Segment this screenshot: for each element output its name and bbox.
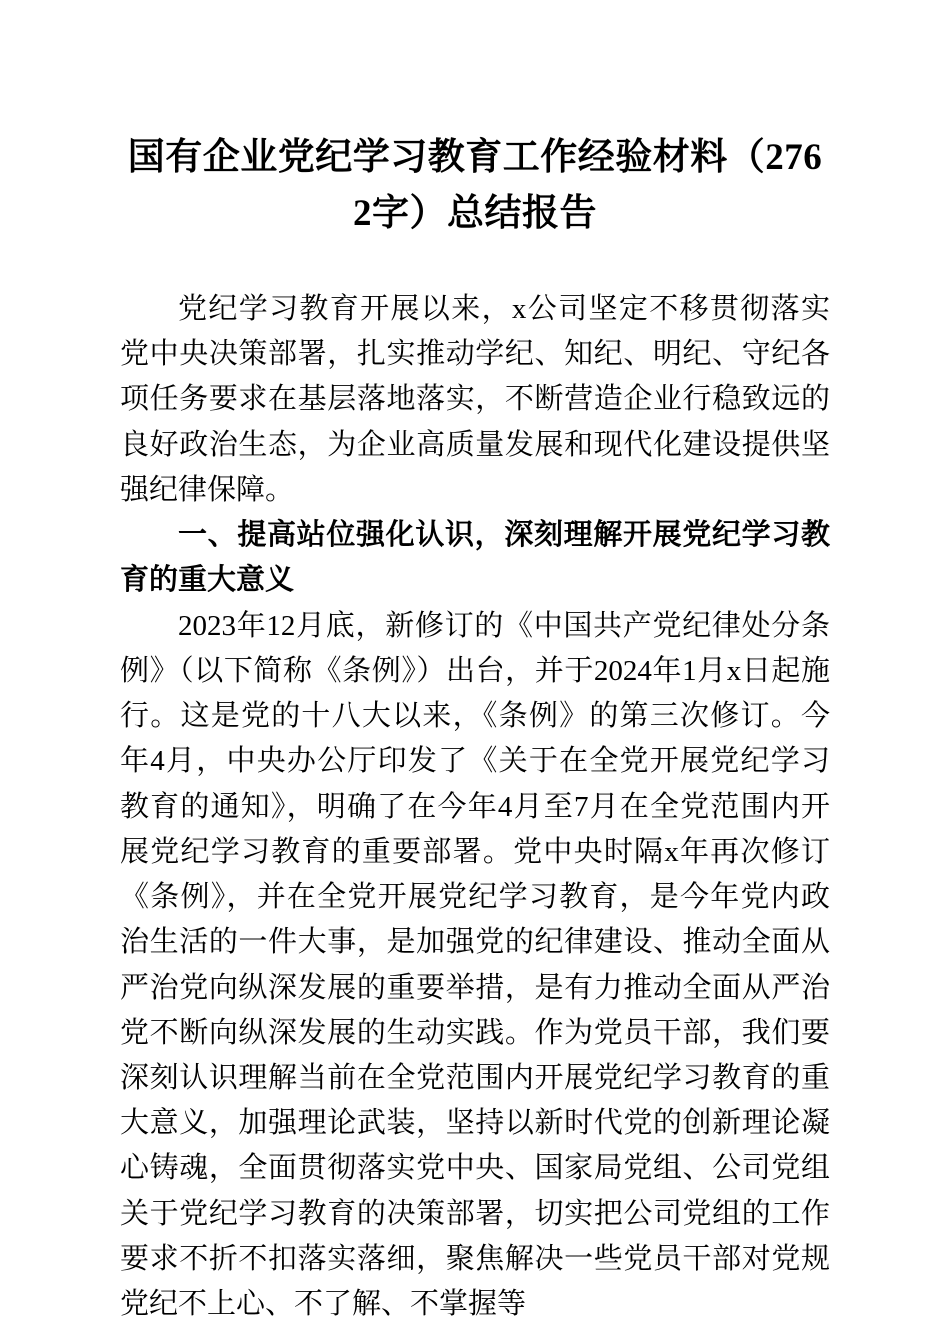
document-title: 国有企业党纪学习教育工作经验材料（2762字）总结报告: [127, 137, 823, 234]
paragraph-section-1-body: 2023年12月底，新修订的《中国共产党纪律处分条例》（以下简称《条例》）出台，并于2024年1月x日起施行。这是党的十八大以来，《条例》的第三次修订。今年4月，中央办公厅印发了《关于在全党开展党纪学习教育的通知》，明确了在今年4月至7月在全党范围内开展党纪学习教育的重要部署。党中央时隔x年再次修订《条例》，并在全党开展党纪学习教育，是今年党内政治生活的一件大事，是加强党的纪律建设、推动全面从严治党向纵深发展的重要举措，是有力推动全面从严治党不断向纵深发展的生动实践。作为党员干部，我们要深刻认识理解当前在全党范围内开展党纪学习教育的重大意义，加强理论武装，坚持以新时代党的创新理论凝心铸魂，全面贯彻落实党中央、国家局党组、公司党组关于党纪学习教育的决策部署，切实把公司党组的工作要求不折不扣落实落细，聚焦解决一些党员干部对党规党纪不上心、不了解、不掌握等: [120, 609, 830, 1321]
section-heading-1: 一、提高站位强化认识，深刻理解开展党纪学习教育的重大意义: [120, 519, 830, 597]
paragraph-intro: 党纪学习教育开展以来，x公司坚定不移贯彻落实党中央决策部署，扎实推动学纪、知纪、明纪、守纪各项任务要求在基层落地落实，不断营造企业行稳致远的良好政治生态，为企业高质量发展和现代化建设提供坚强纪律保障。: [120, 293, 830, 506]
